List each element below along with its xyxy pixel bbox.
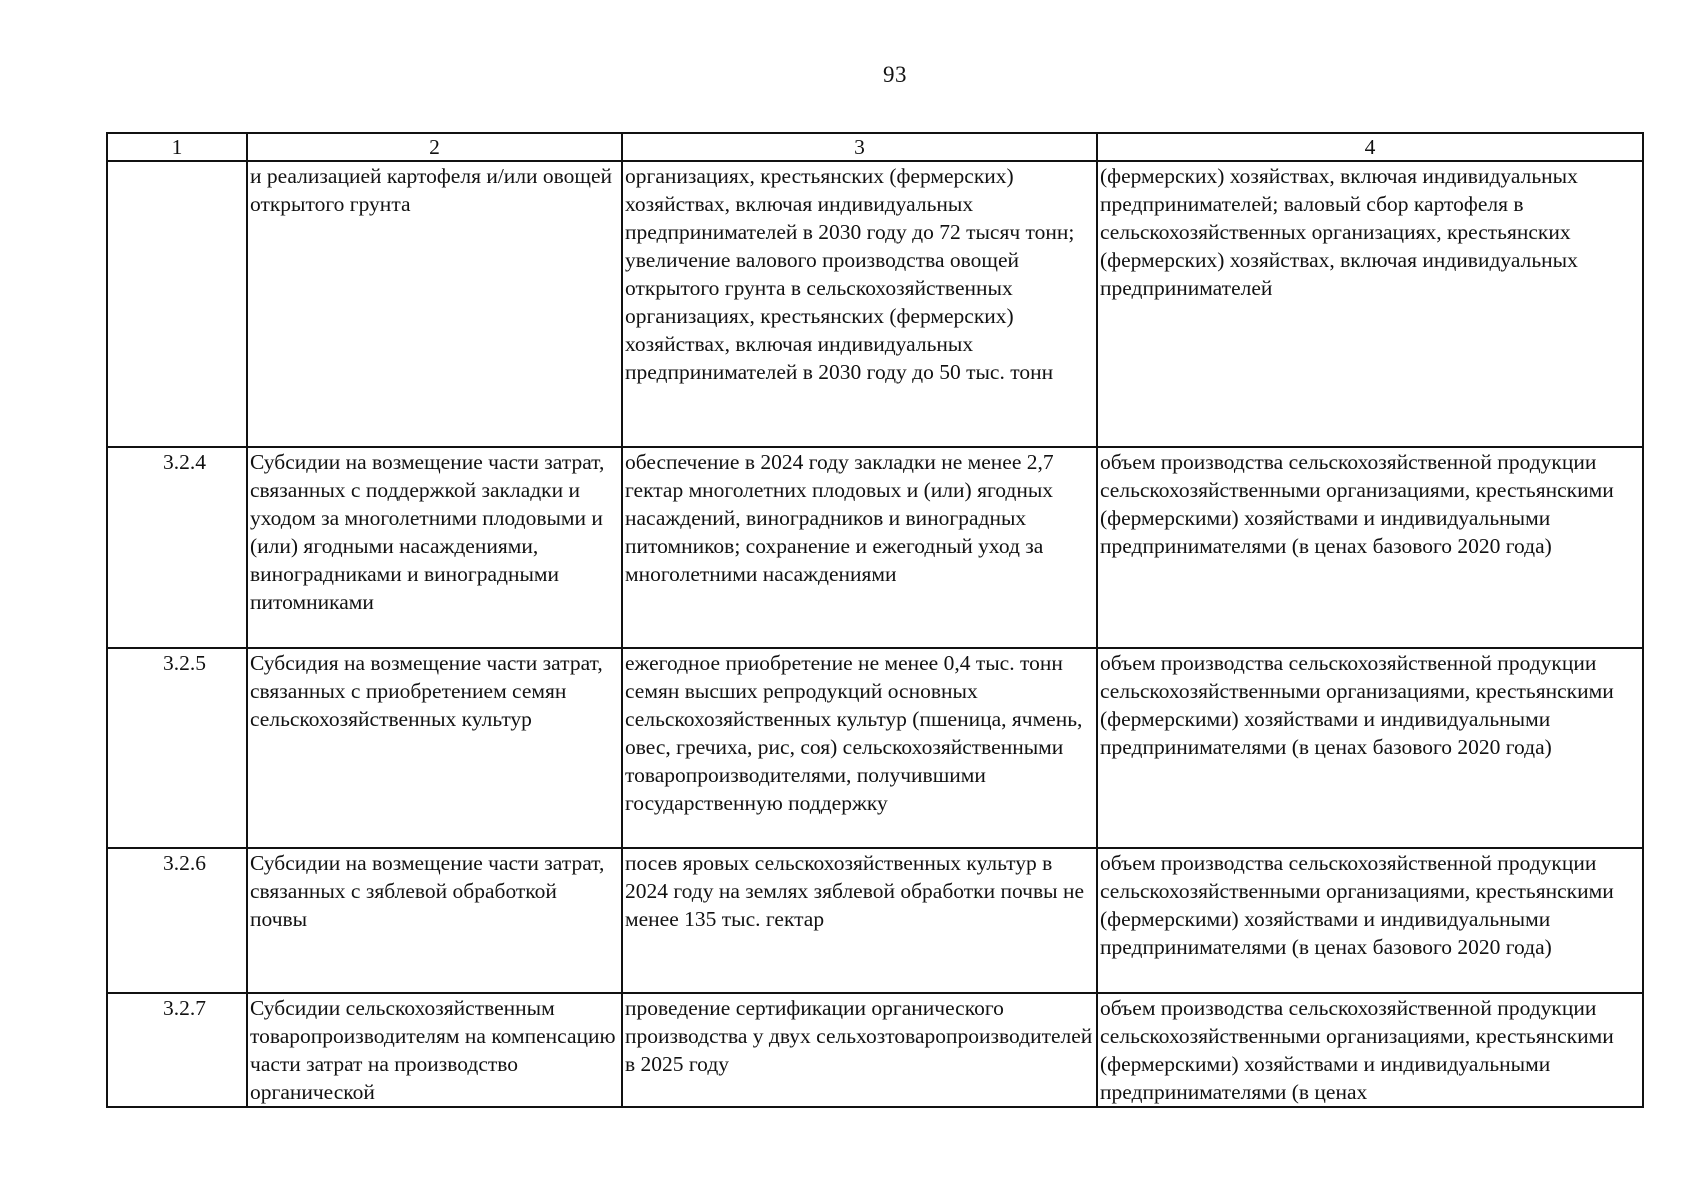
measures-table [106,132,1644,1108]
column-header: 2 [247,133,622,161]
header-row [107,133,1643,161]
table-row [107,447,1643,648]
indicator: объем производства сельскохозяйственной продукции сельскохозяйственными организациями, крестьянскими (фермерскими) хозяйствами и индивидуальными предпринимателями (в ценах базового 2020 года) [1097,848,1643,993]
measure-name: Субсидии на возмещение части затрат, связанных с поддержкой закладки и уходом за многолетними плодовыми и (или) ягодными насаждениями, виноградниками и виноградными питомниками [247,447,622,648]
indicator: объем производства сельскохозяйственной продукции сельскохозяйственными организациями, крестьянскими (фермерскими) хозяйствами и индивидуальными предпринимателями (в ценах базового 2020 года) [1097,447,1643,648]
indicator: объем производства сельскохозяйственной продукции сельскохозяйственными организациями, крестьянскими (фермерскими) хозяйствами и индивидуальными предпринимателями (в ценах [1097,993,1643,1107]
expected-result: организациях, крестьянских (фермерских) хозяйствах, включая индивидуальных предпринимателей в 2030 году до 72 тысяч тонн; увеличение валового производства овощей открытого грунта в сельскохозяйственных организациях, крестьянских (фермерских) хозяйствах, включая индивидуальных предпринимателей в 2030 году до 50 тыс. тонн [622,161,1097,447]
measure-name: Субсидии сельскохозяйственным товаропроизводителям на компенсацию части затрат на производство органической [247,993,622,1107]
table-row [107,993,1643,1107]
item-number: 3.2.7 [107,993,247,1107]
expected-result: посев яровых сельскохозяйственных культур в 2024 году на землях зяблевой обработки почвы не менее 135 тыс. гектар [622,848,1097,993]
item-number: 3.2.4 [107,447,247,648]
table-row [107,848,1643,993]
measure-name: Субсидии на возмещение части затрат, связанных с зяблевой обработкой почвы [247,848,622,993]
indicator: (фермерских) хозяйствах, включая индивидуальных предпринимателей; валовый сбор картофеля в сельскохозяйственных организациях, крестьянских (фермерских) хозяйствах, включая индивидуальных предпринимателей [1097,161,1643,447]
column-header: 1 [107,133,247,161]
item-number [107,161,247,447]
expected-result: ежегодное приобретение не менее 0,4 тыс. тонн семян высших репродукций основных сельскохозяйственных культур (пшеница, ячмень, овес, гречиха, рис, соя) сельскохозяйственными товаропроизводителями, получившими государственную поддержку [622,648,1097,848]
expected-result: проведение сертификации органического производства у двух сельхозтоваропроизводителей в 2025 году [622,993,1097,1107]
page-number: 93 [883,62,907,87]
column-header: 4 [1097,133,1643,161]
measure-name: Субсидия на возмещение части затрат, связанных с приобретением семян сельскохозяйственных культур [247,648,622,848]
measure-name: и реализацией картофеля и/или овощей открытого грунта [247,161,622,447]
table-header [107,133,1643,161]
item-number: 3.2.5 [107,648,247,848]
indicator: объем производства сельскохозяйственной продукции сельскохозяйственными организациями, крестьянскими (фермерскими) хозяйствами и индивидуальными предпринимателями (в ценах базового 2020 года) [1097,648,1643,848]
item-number: 3.2.6 [107,848,247,993]
table-body [107,161,1643,1107]
column-header: 3 [622,133,1097,161]
expected-result: обеспечение в 2024 году закладки не менее 2,7 гектар многолетних плодовых и (или) ягодных насаждений, виноградников и виноградных питомников; сохранение и ежегодный уход за многолетними насаждениями [622,447,1097,648]
table-row [107,648,1643,848]
table-row [107,161,1643,447]
